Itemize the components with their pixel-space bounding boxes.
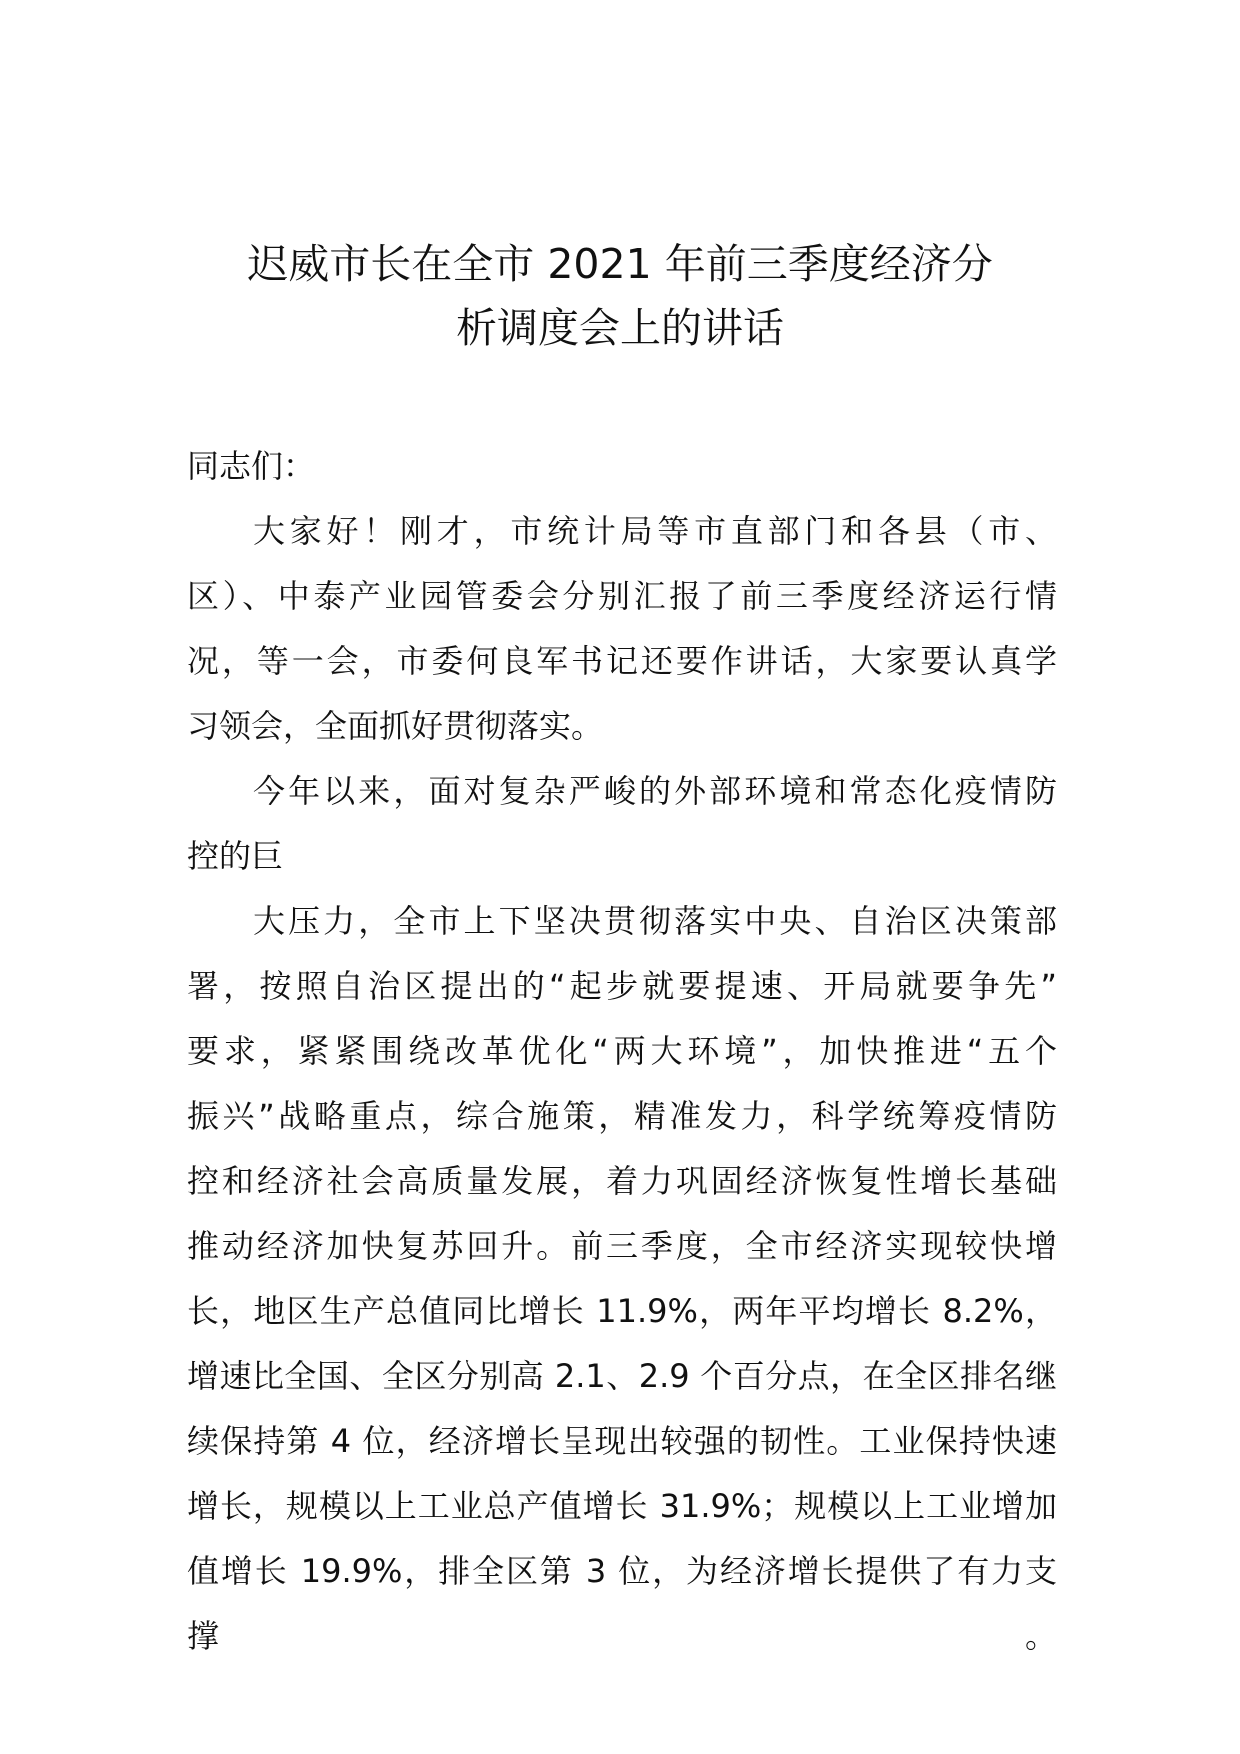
- title-line-1: 迟威市长在全市 2021 年前三季度经济分: [247, 240, 993, 288]
- paragraph-3-line-3: 要求，紧紧围绕改革优化“两大环境”，加快推进“五个: [187, 1032, 1057, 1070]
- paragraph-3-line-6: 推动经济加快复苏回升。前三季度，全市经济实现较快增: [187, 1227, 1057, 1265]
- paragraph-3-line-8: 增速比全国、全区分别高 2.1、2.9 个百分点，在全区排名继: [187, 1357, 1057, 1395]
- paragraph-1-line-1: 大家好！刚才，市统计局等市直部门和各县（市、: [253, 512, 1057, 550]
- paragraph-3-line-10: 增长，规模以上工业总产值增长 31.9%；规模以上工业增加: [187, 1487, 1057, 1525]
- paragraph-3-line-1: 大压力，全市上下坚决贯彻落实中央、自治区决策部: [253, 902, 1057, 940]
- paragraph-3-line-4: 振兴”战略重点，综合施策，精准发力，科学统筹疫情防: [187, 1097, 1057, 1135]
- paragraph-3-line-2: 署，按照自治区提出的“起步就要提速、开局就要争先”: [187, 967, 1057, 1005]
- paragraph-3-line-7: 长，地区生产总值同比增长 11.9%，两年平均增长 8.2%，: [187, 1292, 1057, 1330]
- paragraph-2-line-1: 今年以来，面对复杂严峻的外部环境和常态化疫情防: [253, 772, 1057, 810]
- title-line-2: 析调度会上的讲话: [456, 304, 784, 352]
- paragraph-1-line-3: 况，等一会，市委何良军书记还要作讲话，大家要认真学: [187, 642, 1057, 680]
- salutation: 同志们：: [187, 447, 316, 485]
- paragraph-3-line-9: 续保持第 4 位，经济增长呈现出较强的韧性。工业保持快速: [187, 1422, 1057, 1460]
- paragraph-3-line-11: 值增长 19.9%，排全区第 3 位，为经济增长提供了有力支撑。: [187, 1552, 1057, 1655]
- document-body: [187, 434, 1057, 1655]
- paragraph-1-line-4: 习领会，全面抓好贯彻落实。: [187, 707, 604, 745]
- paragraph-1-line-2: 区）、中泰产业园管委会分别汇报了前三季度经济运行情: [187, 577, 1057, 615]
- document-title: [190, 232, 1050, 360]
- paragraph-2-line-2: 控的巨: [187, 837, 284, 875]
- paragraph-3-line-5: 控和经济社会高质量发展，着力巩固经济恢复性增长基础: [187, 1162, 1057, 1200]
